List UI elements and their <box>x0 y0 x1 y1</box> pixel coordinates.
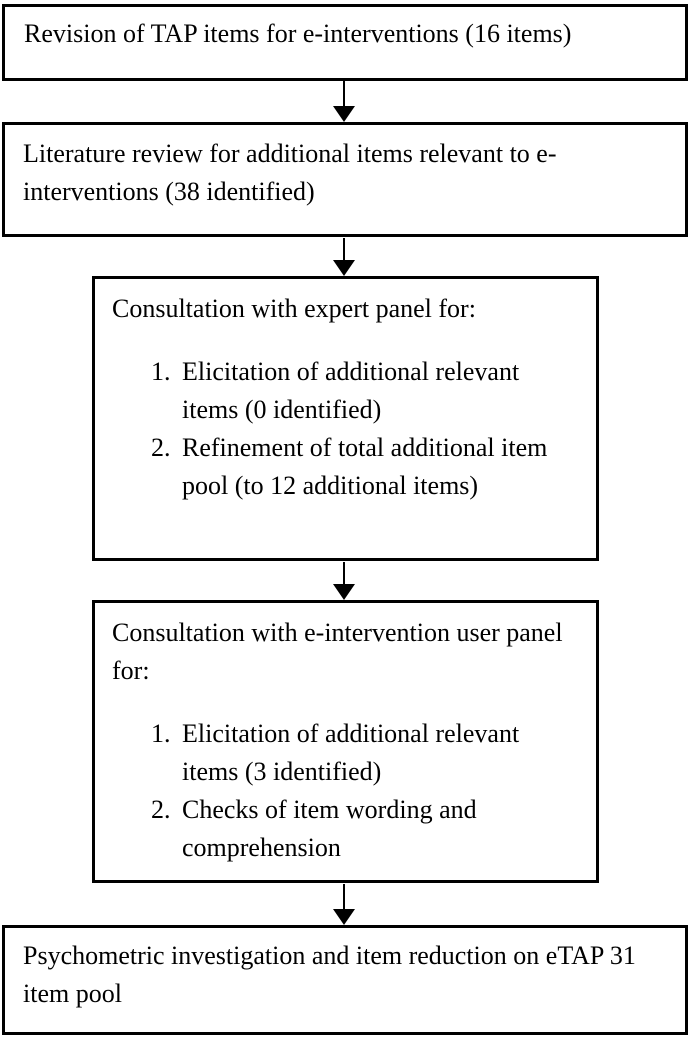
numbered-list <box>151 715 582 867</box>
list-item-text: Elicitation of additional relevant items (3 identified) <box>182 719 520 786</box>
list-item-number: 1. <box>151 357 171 386</box>
arrow-line <box>343 238 345 262</box>
numbered-list <box>151 353 582 505</box>
list-item-text: Elicitation of additional relevant items (0 identified) <box>182 357 520 424</box>
list-item <box>151 715 582 791</box>
arrow-head-icon <box>333 909 355 925</box>
arrow-head-icon <box>333 260 355 276</box>
list-item-number: 1. <box>151 719 171 748</box>
arrow-head-icon <box>333 584 355 600</box>
list-item-number: 2. <box>151 795 171 824</box>
list-item <box>151 791 582 867</box>
flow-step-expert-panel <box>92 276 599 561</box>
step-text: Revision of TAP items for e-interventions (16 items) <box>24 19 572 48</box>
list-item <box>151 353 582 429</box>
step-text: Literature review for additional items relevant to e-interventions (38 identified) <box>23 139 557 206</box>
list-item <box>151 429 582 505</box>
step-heading: Consultation with expert panel for: <box>112 294 476 323</box>
flow-step-literature-review <box>2 122 688 237</box>
arrow-line <box>343 884 345 911</box>
arrow-line <box>343 81 345 108</box>
list-item-text: Refinement of total additional item pool (to 12 additional items) <box>182 433 548 500</box>
down-arrow-1 <box>333 81 355 122</box>
down-arrow-2 <box>333 238 355 276</box>
step-heading: Consultation with e-intervention user panel for: <box>112 618 563 685</box>
flow-step-revision <box>2 4 688 81</box>
down-arrow-3 <box>333 562 355 600</box>
flow-step-user-panel <box>92 600 599 883</box>
list-item-number: 2. <box>151 433 171 462</box>
flow-step-psychometric <box>2 925 688 1035</box>
step-text: Psychometric investigation and item reduction on eTAP 31 item pool <box>23 941 636 1008</box>
arrow-head-icon <box>333 106 355 122</box>
list-item-text: Checks of item wording and comprehension <box>182 795 477 862</box>
arrow-line <box>343 562 345 586</box>
down-arrow-4 <box>333 884 355 925</box>
